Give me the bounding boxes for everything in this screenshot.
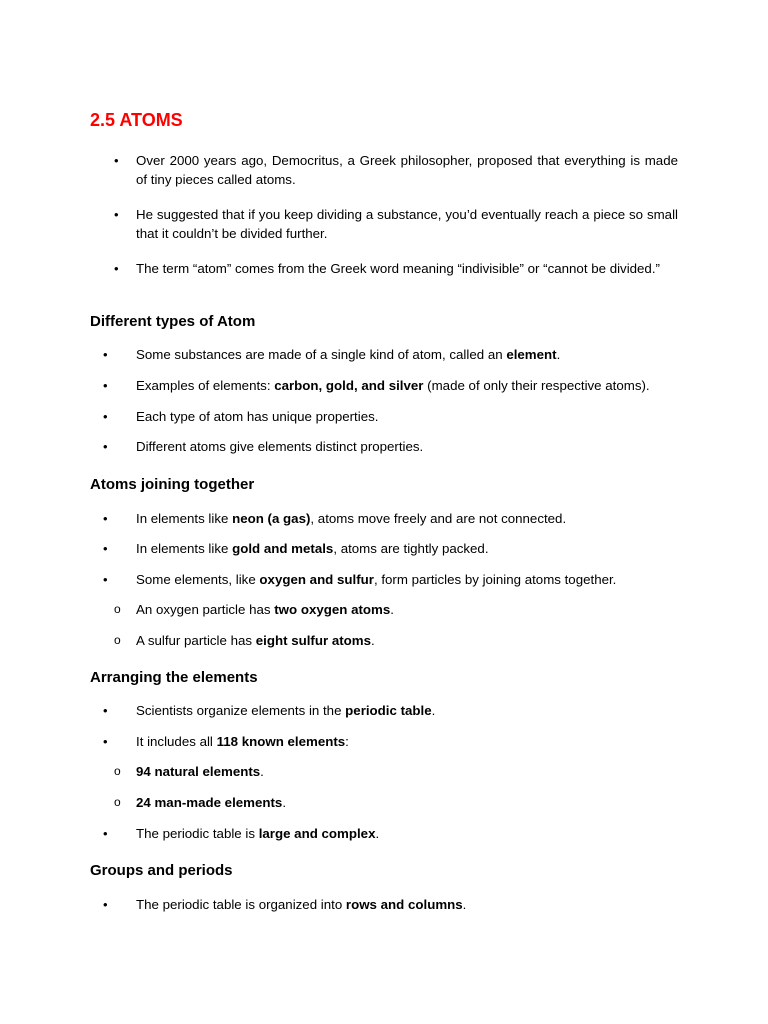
list-item: The periodic table is large and complex. xyxy=(136,826,380,841)
list-item: Some substances are made of a single kind of atom, called an element. xyxy=(136,347,561,362)
sub-list-item: An oxygen particle has two oxygen atoms. xyxy=(136,602,394,617)
bullet-icon: • xyxy=(103,826,108,841)
bullet-icon: • xyxy=(114,153,119,168)
section-heading: Groups and periods xyxy=(90,862,233,879)
intro-item-2: He suggested that if you keep dividing a substance, you’d eventually reach a piece so small that it couldn’t be divided further. xyxy=(136,207,678,241)
bullet-icon: • xyxy=(103,439,108,454)
bullet-icon: • xyxy=(103,703,108,718)
list-item: It includes all 118 known elements: xyxy=(136,734,349,749)
section-heading: Arranging the elements xyxy=(90,669,258,686)
list-item: In elements like neon (a gas), atoms move freely and are not connected. xyxy=(136,511,567,526)
section-heading: Different types of Atom xyxy=(90,313,256,330)
section-heading: Atoms joining together xyxy=(90,476,255,493)
page-title: 2.5 ATOMS xyxy=(90,110,183,130)
sub-list-item: 24 man-made elements. xyxy=(136,795,287,810)
list-item: Each type of atom has unique properties. xyxy=(136,409,379,424)
bullet-icon: • xyxy=(103,541,108,556)
list-item: Scientists organize elements in the periodic table. xyxy=(136,703,436,718)
list-item: The periodic table is organized into rows and columns. xyxy=(136,897,467,912)
bullet-icon: • xyxy=(114,207,119,222)
bullet-icon: • xyxy=(103,572,108,587)
bullet-icon: • xyxy=(103,409,108,424)
list-item: Some elements, like oxygen and sulfur, form particles by joining atoms together. xyxy=(136,572,617,587)
circle-bullet-icon: o xyxy=(114,633,121,647)
bullet-icon: • xyxy=(103,897,108,912)
list-item: Examples of elements: carbon, gold, and silver (made of only their respective atoms). xyxy=(136,378,650,393)
list-item: Different atoms give elements distinct properties. xyxy=(136,439,424,454)
intro-item-1: Over 2000 years ago, Democritus, a Greek philosopher, proposed that everything is made of tiny pieces called atoms. xyxy=(136,153,678,187)
sub-list-item: 94 natural elements. xyxy=(136,764,264,779)
list-item: In elements like gold and metals, atoms are tightly packed. xyxy=(136,541,489,556)
bullet-icon: • xyxy=(114,261,119,276)
circle-bullet-icon: o xyxy=(114,795,121,809)
bullet-icon: • xyxy=(103,734,108,749)
bullet-icon: • xyxy=(103,378,108,393)
circle-bullet-icon: o xyxy=(114,764,121,778)
circle-bullet-icon: o xyxy=(114,602,121,616)
bullet-icon: • xyxy=(103,511,108,526)
intro-item-3: The term “atom” comes from the Greek word meaning “indivisible” or “cannot be divided.” xyxy=(136,261,660,276)
sub-list-item: A sulfur particle has eight sulfur atoms. xyxy=(136,633,375,648)
bullet-icon: • xyxy=(103,347,108,362)
